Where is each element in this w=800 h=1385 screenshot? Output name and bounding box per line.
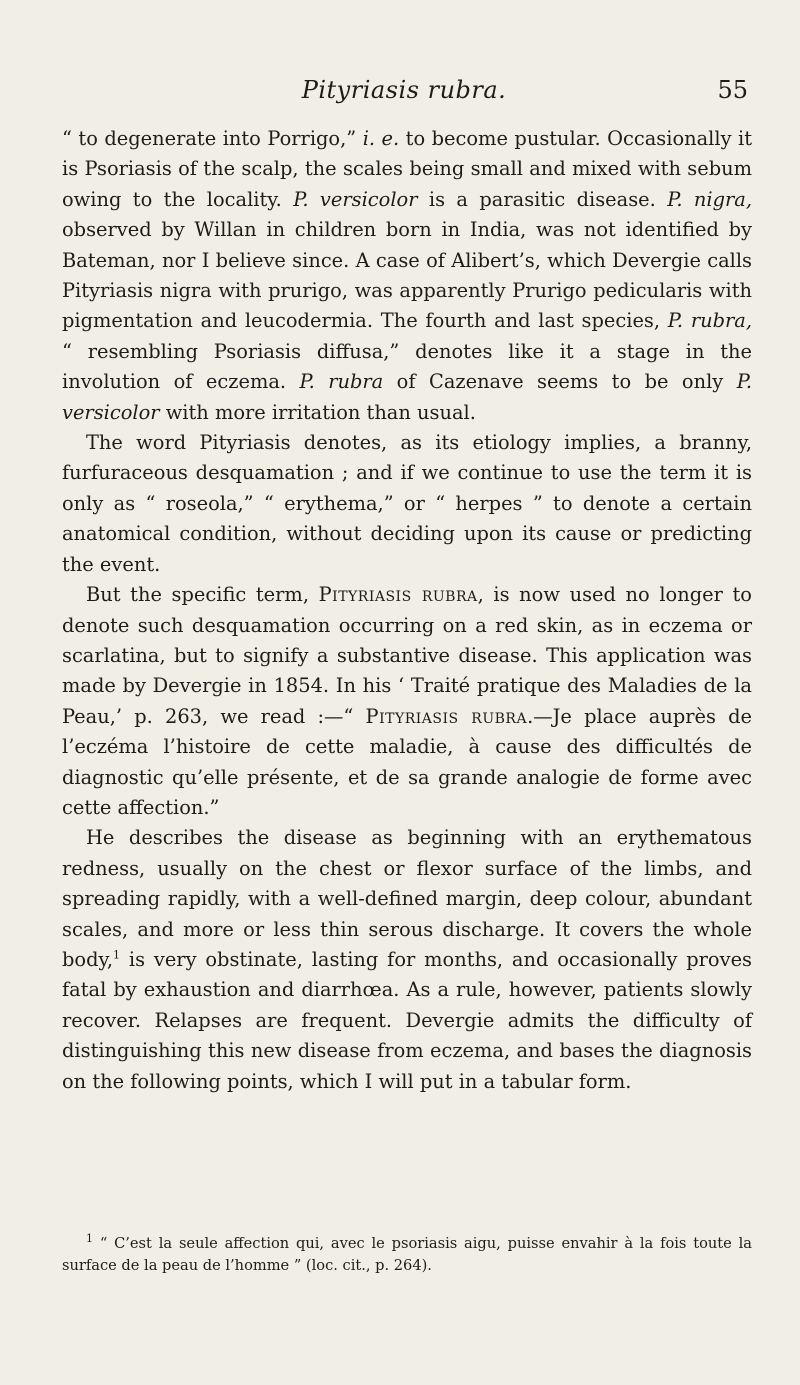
text-run: “ resembling Psoriasis diffusa,” denotes like it a stage in the involution of eczema. <box>62 339 752 394</box>
paragraph <box>62 428 752 580</box>
text-run: But the specific term, <box>86 583 319 607</box>
small-caps-term: Pityriasis rubra <box>318 583 478 607</box>
text-run: He describes the disease as beginning with an erythematous redness, usually on the chest or flexor surface of the limbs, and spreading rapidly, with a well-defined margin, deep colour, abundant scales, and more or less thin serous discharge. It covers the whole body, <box>62 826 752 971</box>
italic-text: P. versicolor <box>293 187 418 211</box>
footnote-reference: 1 <box>113 948 121 962</box>
italic-text: P. rubra, <box>667 309 752 333</box>
page-number: 55 <box>717 76 748 104</box>
italic-text: P. rubra <box>299 370 384 394</box>
footnote-text <box>62 1233 752 1277</box>
text-run: “ to degenerate into Porrigo,” <box>62 127 363 150</box>
paragraph <box>62 580 752 823</box>
footnote-body: “ C’est la seule affection qui, avec le psoriasis aigu, puisse envahir à la fois toute la surface de la peau de l’homme ” (loc. cit., p. 264). <box>62 1235 752 1274</box>
italic-text: P. versicolor <box>62 370 752 424</box>
text-run: to become pustular. Occasionally it is Psoriasis of the scalp, the scales being small and mixed with sebum owing to the locality. <box>62 127 753 211</box>
paragraph <box>62 124 752 428</box>
text-run: The word Pityriasis denotes, as its etiology implies, a branny, furfuraceous desquamation ; and if we continue to use the term it is only as “ roseola,” “ erythema,” or “ herpes ” to denote a certain anatomical condition, without deciding upon its cause or predicting the event. <box>62 431 752 576</box>
italic-text: i. e. <box>362 127 400 150</box>
page-header <box>60 76 748 112</box>
text-run: is very obstinate, lasting for months, and occasionally proves fatal by exhaustion and diarrhœa. As a rule, however, patients slowly recover. Relapses are frequent. Devergie admits the difficulty of distinguishing this new disease from eczema, and bases the diagnosis on the following points, which I will put in a tabular form. <box>62 947 752 1093</box>
small-caps-term: Pityriasis rubra <box>365 704 528 728</box>
running-title: Pityriasis rubra. <box>301 76 507 104</box>
footnote-marker: 1 <box>86 1232 93 1246</box>
text-run: observed by Willan in children born in India, was not identified by Bateman, nor I believe since. A case of Alibert’s, which Devergie calls Pityriasis nigra with prurigo, was apparently Prurigo pedicularis with pigmentation and leucodermia. The fourth and last species, <box>62 218 752 333</box>
footnote <box>62 1233 752 1277</box>
text-run: of Cazenave seems to be only <box>383 370 737 394</box>
body-text <box>62 124 752 1097</box>
text-run: with more irritation than usual. <box>159 400 476 424</box>
text-run: is a parasitic disease. <box>417 187 668 211</box>
paragraph <box>62 823 752 1097</box>
text-run: .—Je place auprès de l’eczéma l’histoire de cette maladie, à cause des difficultés de diagnostic qu’elle présente, et de sa grande analogie de forme avec cette affection.” <box>62 704 753 819</box>
text-run: , is now used no longer to denote such desquamation occurring on a red skin, as in eczema or scarlatina, but to signify a substantive disease. This application was made by Devergie in 1854. In his ‘ Traité pratique des Maladies de la Peau,’ p. 263, we read :—“ <box>62 583 752 728</box>
italic-text: P. nigra, <box>667 187 752 211</box>
